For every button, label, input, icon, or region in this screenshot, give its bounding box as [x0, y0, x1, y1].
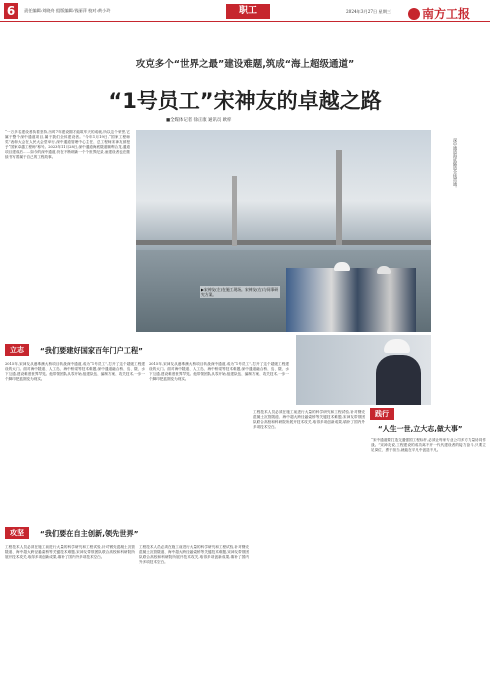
worker-helmet: [377, 266, 391, 274]
bridge-photo: [136, 130, 431, 332]
workers-group: [286, 268, 416, 332]
brand-icon: [408, 8, 420, 20]
section-body-2-col2: 工程技术人员必须在施工前进行大量的科学研究和工程试验,针对钢壳混凝土沉管隧道、海中超大跨径悬索桥等关键技术难题,宋神友带领团队联合高校和科研院所展开技术攻关,取得多项创新成果,填补了国内外多项技术空白。: [139, 545, 249, 565]
portrait-photo: [296, 335, 431, 405]
worker-helmet: [334, 262, 350, 271]
section-body-1-col2: 2015年,宋神友从港珠澳大桥项目转战深中通道,成为“1号员工”,打开了这个超级工程建设的大门。面对海中隧道、人工岛、海中桥梁等技术难题,深中通道融合桥、岛、隧、水下互通,建设难度世界罕见。他带领团队从零开始,组建队伍、编制方案、攻关技术,一步一个脚印把蓝图变为现实。: [149, 362, 289, 382]
section-heading-gongjian: 攻坚: [5, 527, 29, 539]
page-header: [0, 0, 490, 22]
page-number: 6: [4, 3, 18, 19]
issue-date: 2024年3月27日 星期三: [346, 9, 392, 14]
brand-name: 南方工报: [422, 7, 471, 21]
intro-text: “一万多名建设者执着坚持,历时7年建设期才能筑牢天的成就,所以这个荣誉,它属于整个深中通道项目,属于我们全体建设者。”今年1月19日,“国家工程师奖”表彰大会在人民大会堂举行,深中通道管理中心主任、总工程师宋神友被授予“国家卓越工程师”称号。2023年11月28日,深中通道海底隧道顺利合龙,通道项目建成后……如今的深中通道,仍在不断刷新一个个世界纪录,而建设者也在继续书写着属于自己的工程故事。: [5, 130, 130, 160]
person-body: [376, 355, 421, 405]
section-body-3: “宋中通道要打造交通强国工程标杆,必须让每家专业公司多方力量协同作战。”宋神友说,工程建设的成功离不开一代代建设者的接力奋斗,只要立足岗位、勇于担当,就能在平凡中创造不凡。: [371, 438, 486, 453]
section-heading-lizhi: 立志: [5, 344, 29, 356]
editors-line: 责任编辑:刘晓舟 组版编辑:钱丽萍 校对:黄小玲: [24, 8, 111, 13]
person-helmet: [384, 339, 410, 353]
bridge-deck: [136, 240, 431, 245]
article-title: “1号员工”宋神友的卓越之路: [108, 89, 382, 113]
section-subtitle-3: “人生一世,立大志,做大事”: [378, 425, 463, 433]
section-heading-jianxing: 践行: [370, 408, 394, 420]
bridge-tower: [232, 176, 237, 246]
article-kicker: 攻克多个“世界之最”建设难题,筑成“海上超级通道”: [135, 59, 355, 70]
vertical-caption: 深中通道海底隧道全线贯通。: [453, 138, 458, 190]
bridge-tower: [336, 150, 342, 245]
section-body-2: 工程技术人员必须在施工前进行大量的科学研究和工程试验,针对钢壳混凝土沉管隧道、海中超大跨径悬索桥等关键技术难题,宋神友带领团队联合高校和科研院所展开技术攻关,取得多项创新成果,填补了国内外多项技术空白。: [5, 545, 135, 560]
section-subtitle-1: “我们要建好国家百年门户工程”: [40, 346, 143, 355]
section-label: 职工: [226, 4, 270, 19]
section-body-1: 2015年,宋神友从港珠澳大桥项目转战深中通道,成为“1号员工”,打开了这个超级工程建设的大门。面对海中隧道、人工岛、海中桥梁等技术难题,深中通道融合桥、岛、隧、水下互通,建设难度世界罕见。他带领团队从零开始,组建队伍、编制方案、攻关技术,一步一个脚印把蓝图变为现实。: [5, 362, 145, 382]
section-subtitle-2: “我们要在自主创新,领先世界”: [40, 529, 139, 538]
photo-caption-overlay: ▶宋神友(左)在施工现场。宋神友(右)与同事研究方案。: [201, 287, 279, 298]
brand-logo: [408, 3, 470, 19]
section-body-2-col3: 工程技术人员必须在施工前进行大量的科学研究和工程试验,针对钢壳混凝土沉管隧道、海中超大跨径悬索桥等关键技术难题,宋神友带领团队联合高校和科研院所展开技术攻关,取得多项创新成果,填补了国内外多项技术空白。: [253, 410, 365, 430]
byline: ■全媒体记者 徐正康 通讯员 欧梓: [166, 118, 232, 123]
